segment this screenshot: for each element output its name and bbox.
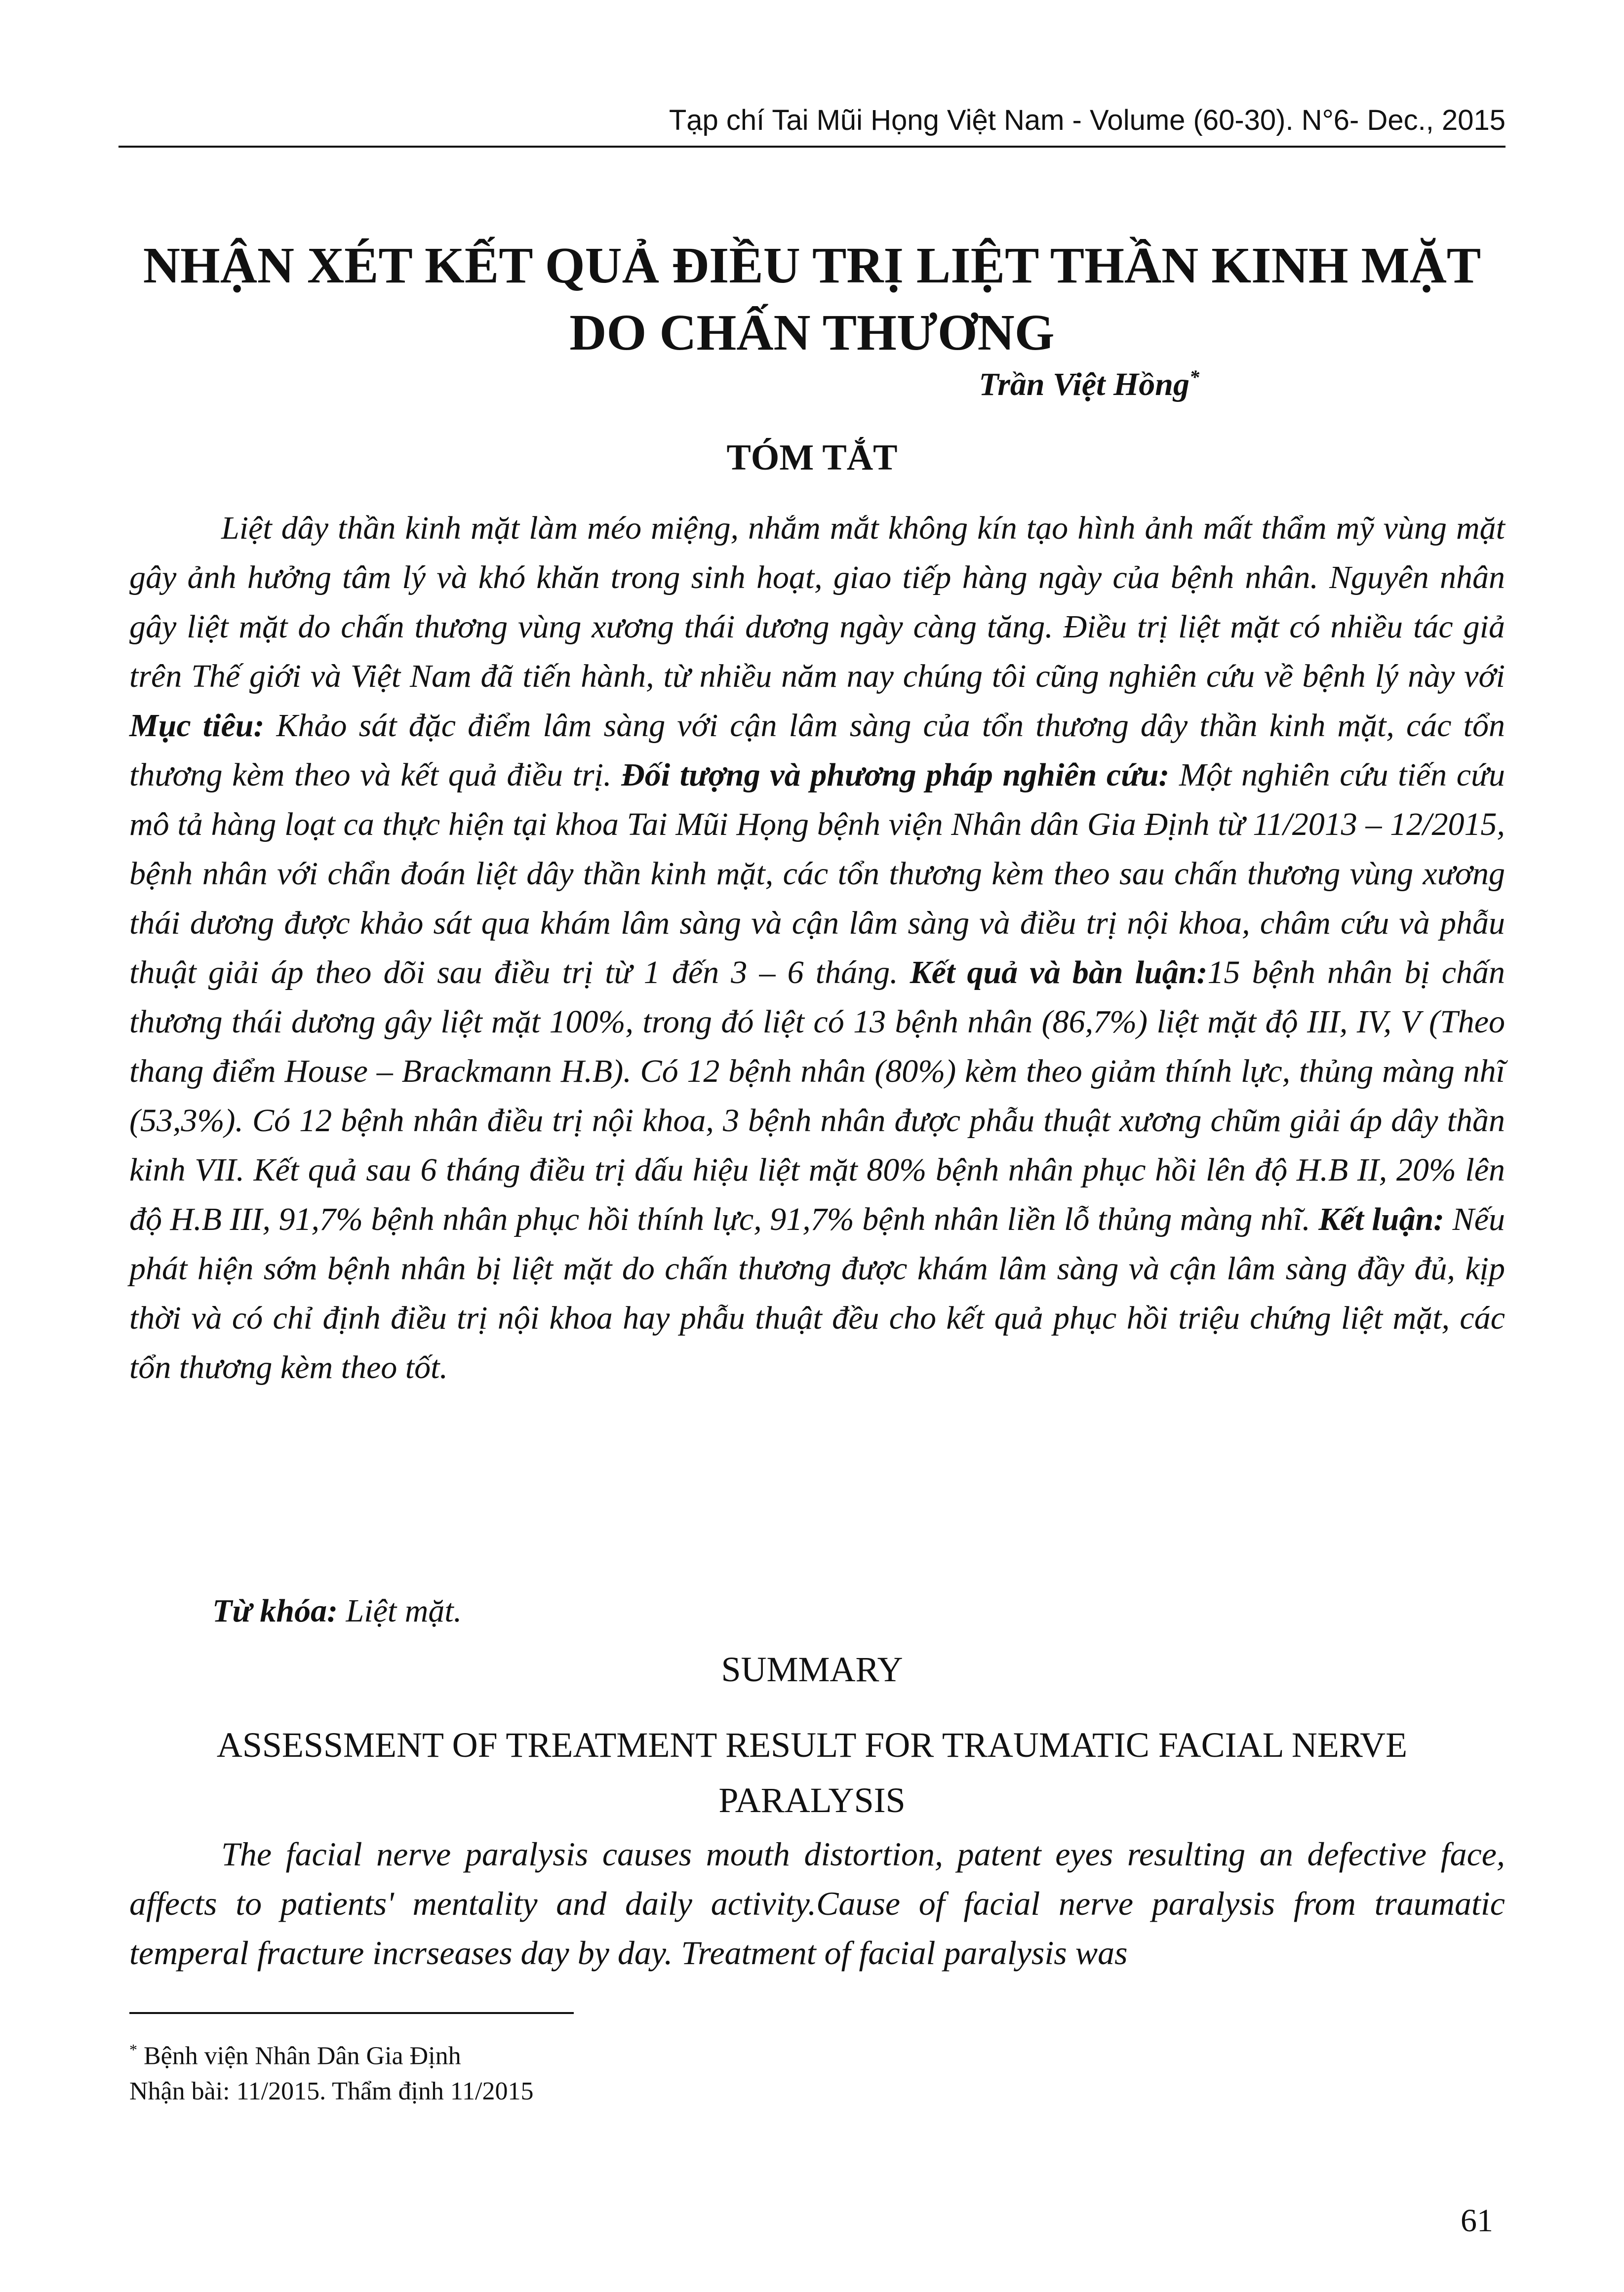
english-title-line-1: ASSESSMENT OF TREATMENT RESULT FOR TRAUMATIC FACIAL NERVE [216,1725,1408,1765]
author-name: Trần Việt Hồng [979,366,1189,402]
abstract-text-4: 15 bệnh nhân bị chấn thương thái dương gây liệt mặt 100%, trong đó liệt có 13 bệnh nhân (86,7%) liệt mặt độ III, IV, V (Theo thang điểm House – Brackmann H.B). Có 12 bệnh nhân (80%) kèm theo giảm thính lực, thủng màng nhĩ (53,3%). Có 12 bệnh nhân điều trị nội khoa, 3 bệnh nhân được phẫu thuật xương chũm giải áp dây thần kinh VII. Kết quả sau 6 tháng điều trị dấu hiệu liệt mặt 80% bệnh nhân phục hồi lên độ H.B II, 20% lên độ H.B III, 91,7% bệnh nhân phục hồi thính lực, 91,7% bệnh nhân liền lỗ thủng màng nhĩ. [129,954,1505,1237]
abstract-text-1: Liệt dây thần kinh mặt làm méo miệng, nhắm mắt không kín tạo hình ảnh mất thẩm mỹ vùng mặt gây ảnh hưởng tâm lý và khó khăn trong sinh hoạt, giao tiếp hàng ngày của bệnh nhân. Nguyên nhân gây liệt mặt do chấn thương vùng xương thái dương ngày càng tăng. Điều trị liệt mặt có nhiều tác giả trên Thế giới và Việt Nam đã tiến hành, từ nhiều năm nay chúng tôi cũng nghiên cứu về bệnh lý này với [129,510,1505,694]
english-title-line-2: PARALYSIS [718,1780,906,1820]
label-methods: Đối tượng và phương pháp nghiên cứu: [621,757,1170,793]
footnote-marker: * [129,2041,137,2058]
title-line-2: DO CHẤN THƯƠNG [569,304,1055,361]
keywords-label: Từ khóa: [212,1593,338,1629]
footnote-affiliation-text: Bệnh viện Nhân Dân Gia Định [137,2042,461,2070]
page-number: 61 [1461,2203,1493,2239]
abstract-text-3: Một nghiên cứu tiến cứu mô tả hàng loạt ca thực hiện tại khoa Tai Mũi Họng bệnh viện Nhân dân Gia Định từ 11/2013 – 12/2015, bệnh nhân với chẩn đoán liệt dây thần kinh mặt, các tổn thương kèm theo sau chấn thương vùng xương thái dương được khảo sát qua khám lâm sàng và cận lâm sàng và điều trị nội khoa, châm cứu và phẫu thuật giải áp theo dõi sau điều trị từ 1 đến 3 – 6 tháng. [129,757,1505,990]
header-rule [119,146,1505,148]
title-line-1: NHẬN XÉT KẾT QUẢ ĐIỀU TRỊ LIỆT THẦN KINH MẶT [143,237,1481,294]
abstract-heading: TÓM TẮT [726,437,898,478]
footnote [129,2032,533,2109]
label-results: Kết quả và bàn luận: [910,954,1208,990]
abstract-text-2: Khảo sát đặc điểm lâm sàng với cận lâm sàng của tổn thương dây thần kinh mặt, các tổn thương kèm theo và kết quả điều trị. [129,708,1505,793]
author [979,365,1199,403]
article-title [119,232,1505,366]
abstract-paragraph [129,504,1505,1392]
summary-heading: SUMMARY [721,1650,903,1689]
label-objective: Mục tiêu: [129,708,265,744]
keywords [212,1592,462,1630]
footnote-affiliation [129,2032,533,2074]
author-marker: * [1189,366,1199,388]
english-title [119,1717,1505,1828]
english-abstract: The facial nerve paralysis causes mouth distortion, patent eyes resulting an defective face, affects to patients' mentality and daily activity.Cause of facial nerve paralysis from traumatic temperal fracture incrseases day by day. Treatment of facial paralysis was [129,1835,1505,1972]
footnote-rule [129,2012,574,2014]
abstract-text-5: Nếu phát hiện sớm bệnh nhân bị liệt mặt do chấn thương được khám lâm sàng và cận lâm sàng đầy đủ, kịp thời và có chỉ định điều trị nội khoa hay phẫu thuật đều cho kết quả phục hồi triệu chứng liệt mặt, các tổn thương kèm theo tốt. [129,1201,1505,1385]
footnote-dates: Nhận bài: 11/2015. Thẩm định 11/2015 [129,2077,534,2106]
keywords-value: Liệt mặt. [338,1593,462,1629]
label-conclusion: Kết luận: [1318,1201,1445,1237]
journal-header: Tạp chí Tai Mũi Họng Việt Nam - Volume (60-30). N°6- Dec., 2015 [669,104,1505,136]
